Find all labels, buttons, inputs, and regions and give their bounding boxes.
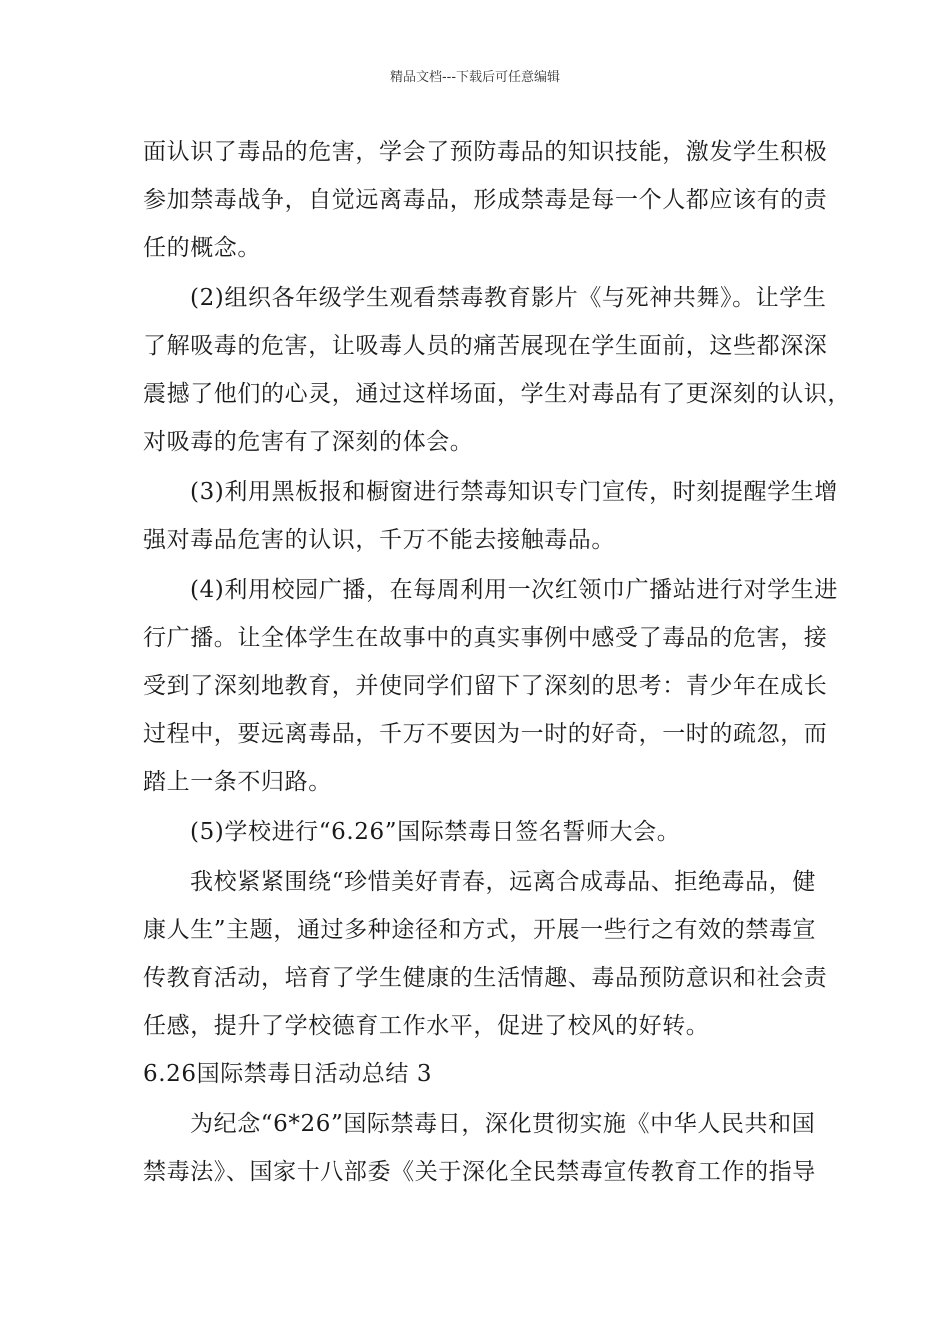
text-line: 康人生”主题，通过多种途径和方式，开展一些行之有效的禁毒宣 — [143, 917, 817, 943]
text-line: 对吸毒的危害有了深刻的体会。 — [143, 429, 474, 455]
text-line: 任感，提升了学校德育工作水平，促进了校风的好转。 — [143, 1013, 710, 1039]
text-line: 面认识了毒品的危害，学会了预防毒品的知识技能，激发学生积极 — [143, 139, 828, 165]
text-line: (4)利用校园广播，在每周利用一次红领巾广播站进行对学生进 — [190, 577, 838, 603]
text-line: 为纪念“6*26”国际禁毒日，深化贯彻实施《中华人民共和国 — [190, 1111, 816, 1137]
text-line: 受到了深刻地教育，并使同学们留下了深刻的思考：青少年在成长 — [143, 673, 828, 699]
text-line: 踏上一条不归路。 — [143, 769, 332, 795]
text-line: (2)组织各年级学生观看禁毒教育影片《与死神共舞》。让学生 — [190, 285, 827, 311]
text-line: 参加禁毒战争，自觉远离毒品，形成禁毒是每一个人都应该有的责 — [143, 187, 828, 213]
text-line: 过程中，要远离毒品，千万不要因为一时的好奇，一时的疏忽，而 — [143, 721, 828, 747]
text-line: 行广播。让全体学生在故事中的真实事例中感受了毒品的危害，接 — [143, 625, 828, 651]
document-body — [143, 128, 851, 1196]
text-line: 强对毒品危害的认识，千万不能去接触毒品。 — [143, 527, 615, 553]
text-line: 我校紧紧围绕“珍惜美好青春，远离合成毒品、拒绝毒品，健 — [190, 869, 816, 895]
text-line: 震撼了他们的心灵，通过这样场面，学生对毒品有了更深刻的认识， — [143, 381, 851, 407]
text-line: (3)利用黑板报和橱窗进行禁毒知识专门宣传，时刻提醒学生增 — [190, 479, 838, 505]
section-heading: 6.26国际禁毒日活动总结 3 — [143, 1061, 433, 1087]
text-line: 传教育活动，培育了学生健康的生活情趣、毒品预防意识和社会责 — [143, 965, 828, 991]
text-line: (5)学校进行“6.26”国际禁毒日签名誓师大会。 — [190, 819, 681, 845]
text-line: 了解吸毒的危害，让吸毒人员的痛苦展现在学生面前，这些都深深 — [143, 333, 828, 359]
text-line: 任的概念。 — [143, 235, 261, 261]
page-header: 精品文档---下载后可任意编辑 — [389, 70, 561, 85]
text-line: 禁毒法》、国家十八部委《关于深化全民禁毒宣传教育工作的指导 — [143, 1159, 816, 1185]
